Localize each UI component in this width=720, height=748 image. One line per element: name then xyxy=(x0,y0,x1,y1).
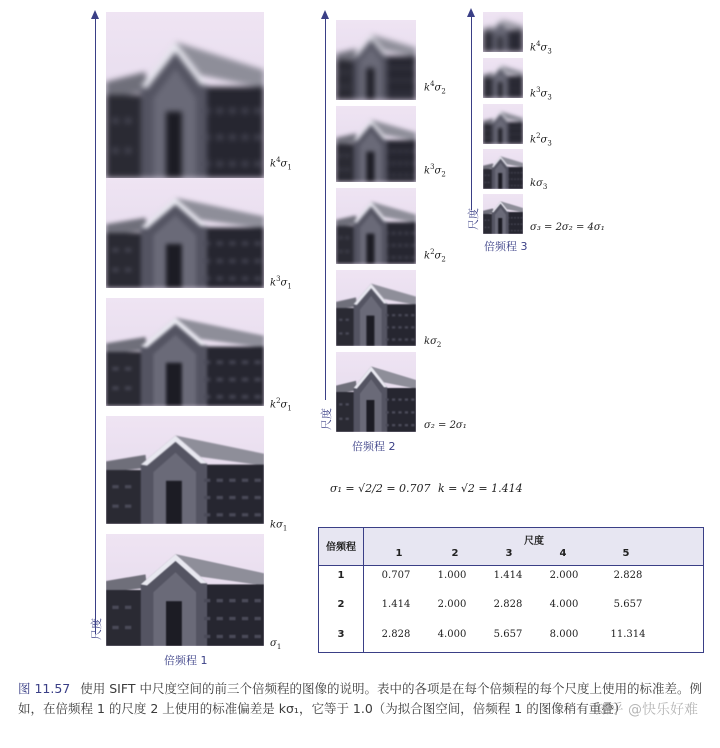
octave-2-image-4 xyxy=(336,106,416,182)
caption-text: 使用 SIFT 中尺度空间的前三个倍频程的图像的说明。表中的各项是在每个倍频程的每个尺度上使用的标准差。例如，在倍频程 1 的尺度 2 上使用的标准偏差是 kσ₁，它等于 1.0（为拟合图空间，倍频程 1 的图像稍有重叠） xyxy=(18,681,702,716)
octave-3-label: 倍频程 3 xyxy=(484,240,528,253)
table-col-2: 2 xyxy=(451,548,459,559)
figure-number: 图 11.57 xyxy=(18,681,71,696)
octave-2-image-5 xyxy=(336,20,416,100)
octave-1-label: 倍频程 1 xyxy=(164,654,208,667)
sigma-table xyxy=(318,527,704,653)
table-cell: 2.828 xyxy=(493,599,523,610)
octave-2-scale-label-2: $k\sigma_2$ xyxy=(424,336,442,349)
octave-2-scale-label-5: $k^4\sigma_2$ xyxy=(424,80,446,96)
table-cell: 2.828 xyxy=(381,629,411,640)
table-col-3: 3 xyxy=(505,548,513,559)
octave-1-scale-label-2: $k\sigma_1$ xyxy=(270,519,288,533)
octave-3-image-1 xyxy=(483,194,523,234)
octave-2-scale-label-3: $k^2\sigma_2$ xyxy=(424,248,446,264)
octave-3-image-2 xyxy=(483,149,523,189)
octave-3-image-3 xyxy=(483,104,523,144)
octave-2-label: 倍频程 2 xyxy=(352,440,396,453)
table-cell: 4.000 xyxy=(437,629,467,640)
octave-2-image-3 xyxy=(336,188,416,264)
octave-1-image-4 xyxy=(106,178,264,288)
table-cell: 11.314 xyxy=(610,629,646,640)
watermark: 知乎 @快乐好难 xyxy=(595,702,698,718)
table-col-header: 尺度 xyxy=(524,536,544,547)
table-cell: 1.414 xyxy=(493,570,523,581)
octave-3-scale-label-3: $k^2\sigma_3$ xyxy=(530,132,552,148)
table-cell: 2.828 xyxy=(613,570,643,581)
table-cell: 2.000 xyxy=(437,599,467,610)
table-cell: 1.414 xyxy=(381,599,411,610)
octave-1-axis-label: 尺度 xyxy=(90,618,103,640)
sigma1-formula: σ₁ = √2/2 = 0.707 xyxy=(330,482,431,495)
k-formula: k = √2 = 1.414 xyxy=(438,482,523,495)
octave-2-image-1 xyxy=(336,352,416,432)
octave-1-scale-label-4: $k^3\sigma_1$ xyxy=(270,275,292,291)
table-col-1: 1 xyxy=(395,548,403,559)
octave-3-image-4 xyxy=(483,58,523,98)
table-cell: 4.000 xyxy=(549,599,579,610)
octave-1-image-3 xyxy=(106,298,264,406)
table-col-4: 4 xyxy=(559,548,567,559)
table-col-5: 5 xyxy=(622,548,630,559)
octave-2-scale-label-1: σ₂ = 2σ₁ xyxy=(424,420,467,431)
table-cell: 2.000 xyxy=(549,570,579,581)
octave-3-scale-label-4: $k^3\sigma_3$ xyxy=(530,86,552,102)
table-cell: 5.657 xyxy=(493,629,523,640)
table-cell: 5.657 xyxy=(613,599,643,610)
table-row-header: 倍频程 xyxy=(326,542,356,553)
table-cell: 1.000 xyxy=(437,570,467,581)
octave-3-scale-label-1: σ₃ = 2σ₂ = 4σ₁ xyxy=(530,222,605,233)
octave-1-scale-label-3: $k^2\sigma_1$ xyxy=(270,397,292,413)
table-cell: 8.000 xyxy=(549,629,579,640)
octave-1-scale-label-5: $k^4\sigma_1$ xyxy=(270,156,292,172)
octave-1-image-2 xyxy=(106,416,264,524)
table-row-3-octave: 3 xyxy=(337,629,345,640)
octave-2-scale-label-4: $k^3\sigma_2$ xyxy=(424,163,446,179)
octave-2-axis-label: 尺度 xyxy=(320,408,333,430)
table-cell: 0.707 xyxy=(381,570,411,581)
octave-3-image-5 xyxy=(483,12,523,52)
table-row-2-octave: 2 xyxy=(337,599,345,610)
octave-1-image-1 xyxy=(106,534,264,646)
table-row-1-octave: 1 xyxy=(337,570,345,581)
octave-3-axis-label: 尺度 xyxy=(467,208,480,230)
octave-1-scale-label-1: $\sigma_1$ xyxy=(270,638,282,651)
octave-3-scale-label-2: $k\sigma_3$ xyxy=(530,178,548,191)
octave-1-image-5 xyxy=(106,12,264,178)
octave-2-image-2 xyxy=(336,270,416,346)
octave-3-scale-label-5: $k^4\sigma_3$ xyxy=(530,40,552,56)
